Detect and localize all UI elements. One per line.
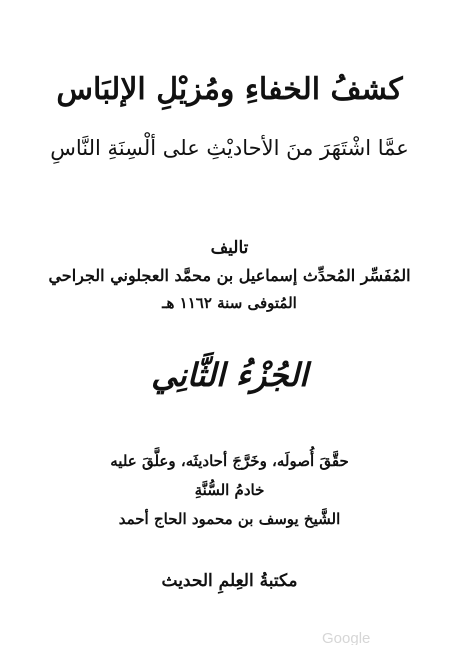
author-death-date: المُتوفى سنة ١١٦٢ هـ: [162, 294, 297, 312]
volume-heading: الجُزْءُ الثَّانِي: [151, 356, 308, 394]
book-subtitle: عمَّا اشْتَهَرَ منَ الأحاديْثِ على ألْسِنَةِ النَّاسِ: [50, 136, 409, 160]
editor-name: الشَّيخ يوسف بن محمود الحاج أحمد: [118, 510, 341, 528]
editor-title: خادمُ السُّنَّةِ: [194, 481, 265, 499]
author-label: تاليف: [210, 238, 249, 258]
google-watermark: Google: [322, 630, 371, 645]
author-name: المُفَسِّر المُحدِّث إسماعيل بن محمَّد العجلوني الجراحي: [48, 266, 411, 285]
book-title: كشفُ الخفاءِ ومُزيْلِ الإلبَاس: [56, 72, 403, 107]
publisher-name: مكتبةُ العِلمِ الحديث: [161, 571, 298, 591]
editor-role: حقَّقَ أُصولَه، وخَرَّجَ أحاديثَه، وعلَّقَ عليه: [110, 452, 349, 470]
